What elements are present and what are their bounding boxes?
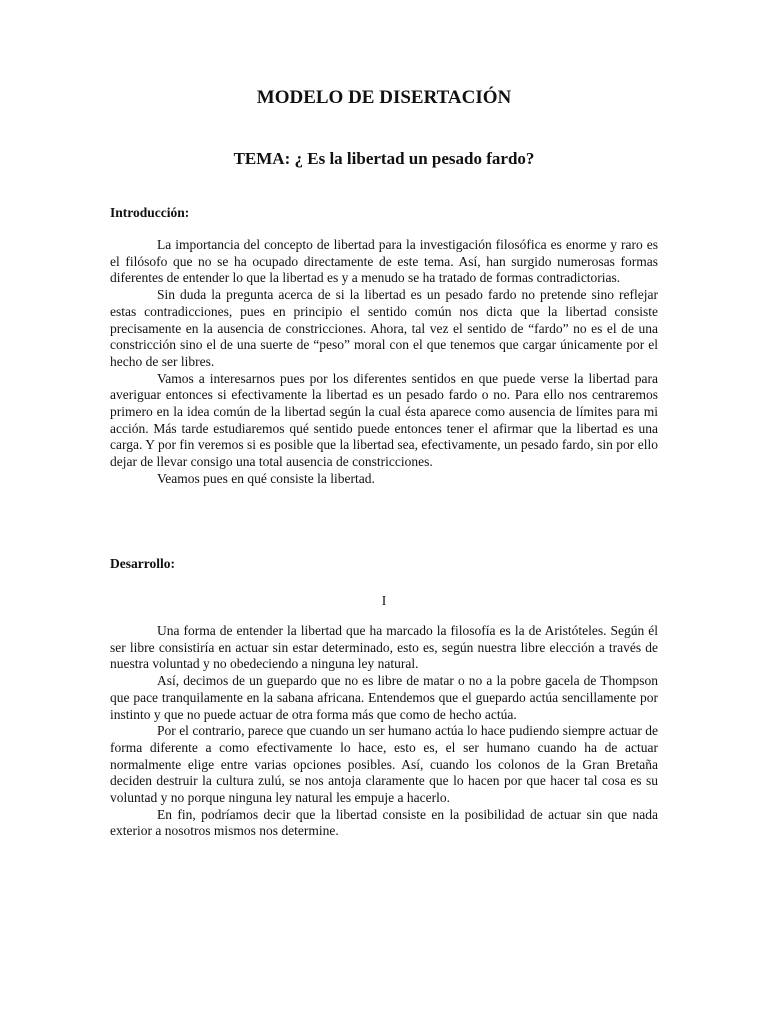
- paragraph: Una forma de entender la libertad que ha marcado la filosofía es la de Aristóteles. Según él ser libre consistiría en actuar sin estar determinado, esto es, según nuestra libre elección a través de nuestra voluntad y no obedeciendo a ninguna ley natural.: [110, 623, 658, 672]
- section-numeral: I: [381, 593, 387, 608]
- desarrollo-heading: Desarrollo:: [110, 556, 175, 571]
- introduccion-body: [110, 237, 658, 488]
- document-tema: TEMA: ¿ Es la libertad un pesado fardo?: [233, 149, 535, 168]
- paragraph: Así, decimos de un guepardo que no es libre de matar o no a la pobre gacela de Thompson que pace tranquilamente en la sabana africana. Entendemos que el guepardo actúa sencillamente por instinto y que no puede actuar de otra forma más que como de hecho actúa.: [110, 673, 658, 722]
- paragraph: Vamos a interesarnos pues por los diferentes sentidos en que puede verse la libertad para averiguar entonces si efectivamente la libertad es un pesado fardo o no. Para ello nos centraremos primero en la idea común de la libertad según la cual ésta aparece como ausencia de límites para mi acción. Más tarde estudiaremos qué sentido puede entonces tener el afirmar que la libertad es una carga. Y por fin veremos si es posible que la libertad sea, efectivamente, un pesado fardo, sin por ello dejar de llevar consigo una total ausencia de constricciones.: [110, 370, 658, 470]
- document-title: MODELO DE DISERTACIÓN: [256, 87, 512, 108]
- paragraph: En fin, podríamos decir que la libertad consiste en la posibilidad de actuar sin que nada exterior a nosotros mismos nos determine.: [110, 806, 658, 839]
- paragraph: Por el contrario, parece que cuando un ser humano actúa lo hace pudiendo siempre actuar de forma diferente a como efectivamente lo hace, esto es, el ser humano cuando ha de actuar normalmente elige entre varias opciones posibles. Así, cuando los colonos de la Gran Bretaña deciden destruir la cultura zulú, se nos antoja claramente que lo hacen por que hacer tal cosa es su voluntad y no porque ninguna ley natural les empuje a hacerlo.: [110, 723, 658, 806]
- desarrollo-body: [110, 623, 658, 840]
- paragraph: Sin duda la pregunta acerca de si la libertad es un pesado fardo no pretende sino reflejar estas contradicciones, pues en principio el sentido común nos dicta que la libertad consiste precisamente en la ausencia de constricciones. Ahora, tal vez el sentido de “fardo” no es el de una constricción sino el de una suerte de “peso” moral con el que tenemos que cargar únicamente por el hecho de ser libres.: [110, 287, 658, 369]
- paragraph: La importancia del concepto de libertad para la investigación filosófica es enorme y raro es el filósofo que no se ha ocupado directamente de este tema. Así, han surgido numerosas formas diferentes de entender lo que la libertad es y a menudo se ha tratado de formas contradictorias.: [110, 237, 658, 286]
- paragraph: Veamos pues en qué consiste la libertad.: [157, 470, 375, 486]
- introduccion-heading: Introducción:: [110, 205, 190, 220]
